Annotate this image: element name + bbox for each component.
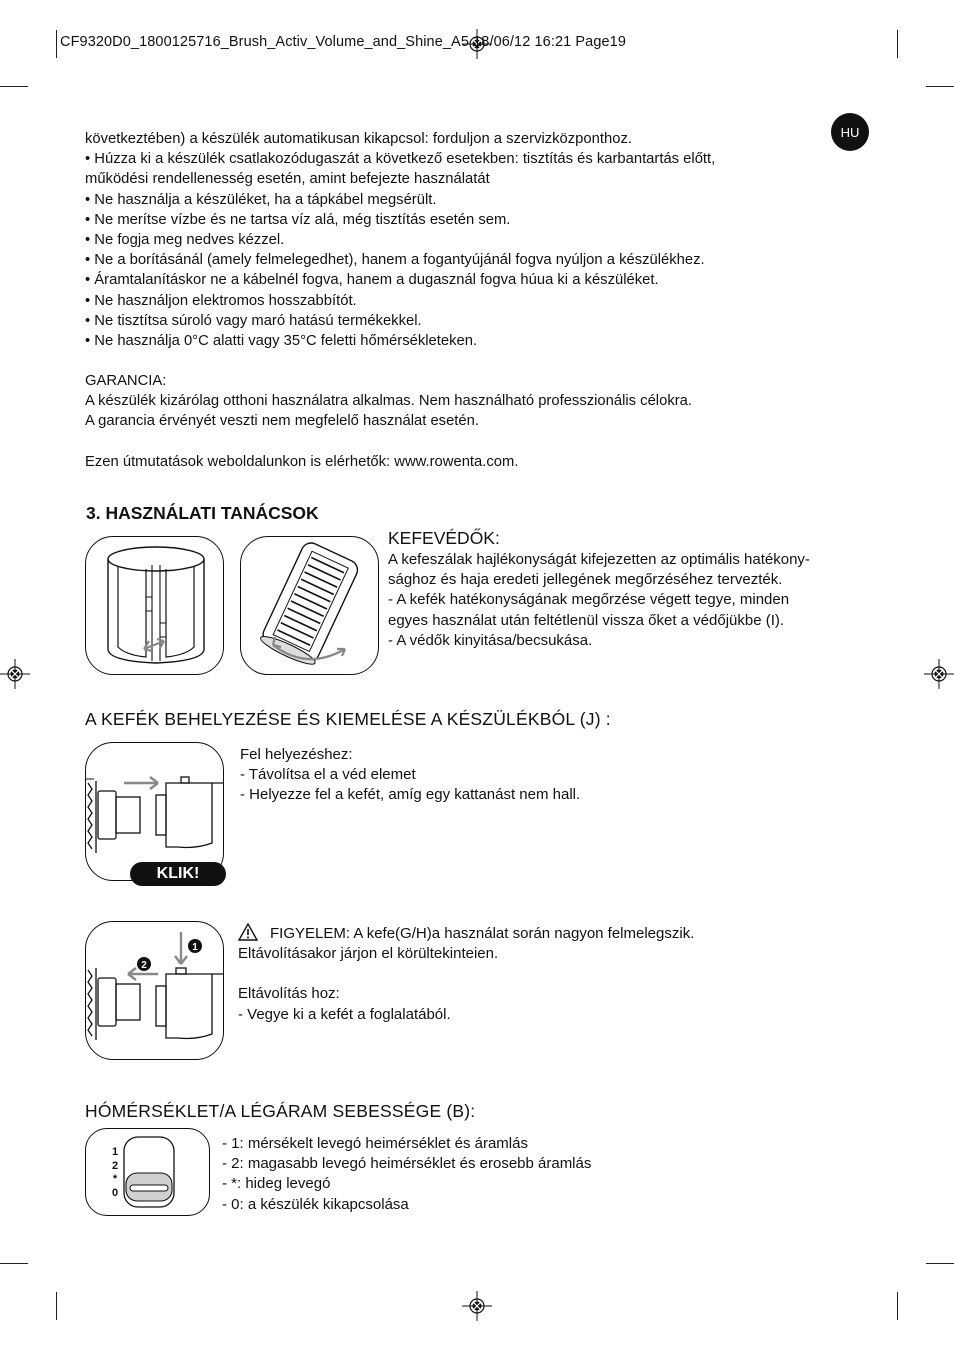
kefevedok-line: A kefeszálak hajlékonyságát kifejezetten az optimális hatékony-	[388, 551, 810, 568]
removal-line: Eltávolítás hoz:	[238, 985, 340, 1003]
step-two-label: 2	[141, 960, 147, 971]
kefevedok-line: - A kefék hatékonyságának megőrzése végett tegye, minden	[388, 591, 790, 609]
guarantee-title: GARANCIA:	[85, 373, 167, 389]
kefevedok-line: egyes használat után feltétlenül vissza őket a védőjükbe (I).	[388, 611, 785, 629]
language-badge: HU	[831, 113, 869, 151]
safety-line: működési rendellenesség esetén, amint befejezte használatát	[85, 171, 490, 188]
brush-removal-illustration	[85, 921, 224, 1060]
kefevedok-line: sághoz és haja eredeti jellegének megőrzéséhez tervezték.	[388, 571, 783, 589]
safety-line: • Ne tisztítsa súroló vagy maró hatású termékekkel.	[85, 312, 422, 329]
temp-line: - 1: mérsékelt levegó heimérséklet és áramlás	[222, 1135, 528, 1152]
warning-line: Eltávolításakor járjon el körültekinteien.	[238, 945, 499, 963]
klik-label: KLIK!	[130, 862, 226, 886]
insert-section-title: A KEFÉK BEHELYEZÉSE ÉS KIEMELÉSE A KÉSZÜLÉKBÓL (J) :	[85, 709, 611, 729]
install-line: - Távolítsa el a véd elemet	[240, 766, 416, 784]
install-line: - Helyezze fel a kefét, amíg egy kattanást nem hall.	[240, 786, 581, 804]
safety-line: • Húzza ki a készülék csatlakozódugaszát a következő esetekben: tisztítás és karbantartás előtt,	[85, 151, 716, 168]
switch-label: 2	[111, 1159, 119, 1172]
registration-mark-icon	[0, 659, 30, 689]
switch-label: 1	[111, 1146, 119, 1158]
registration-mark-icon	[462, 1291, 492, 1321]
switch-label: 0	[111, 1186, 119, 1199]
temp-line: - 2: magasabb levegó heimérséklet és erosebb áramlás	[222, 1155, 592, 1173]
kefevedok-line: - A védők kinyitása/becsukása.	[388, 631, 593, 649]
kefevedok-text	[388, 550, 868, 651]
crop-mark	[926, 86, 954, 87]
brush-install-illustration	[85, 742, 224, 881]
install-text	[240, 745, 580, 806]
temp-text	[222, 1134, 591, 1215]
temp-line: - 0: a készülék kikapcsolása	[222, 1195, 409, 1213]
safety-line: • Ne a borításánál (amely felmelegedhet), hanem a fogantyújánál fogva nyúljon a készülékhez.	[85, 252, 705, 269]
crop-mark	[56, 30, 57, 58]
install-line: Fel helyezéshez:	[240, 746, 353, 763]
safety-line: • Áramtalanításkor ne a kábelnél fogva, hanem a dugasznál fogva húua ki a készüléket.	[85, 272, 659, 289]
safety-line: • Ne használja a készüléket, ha a tápkábel megsérült.	[85, 191, 437, 208]
website-text: Ezen útmutatások weboldalunkon is elérhetők: www.rowenta.com.	[85, 454, 519, 470]
guarantee-line: A készülék kizárólag otthoni használatra alkalmas. Nem használható professzionális célokra.	[85, 393, 692, 410]
crop-mark	[897, 1292, 898, 1320]
guarantee-block	[85, 371, 825, 432]
crop-mark	[0, 1263, 28, 1264]
crop-mark	[0, 86, 28, 87]
safety-line: • Ne használjon elektromos hosszabbítót.	[85, 292, 357, 309]
crop-mark	[56, 1292, 57, 1320]
print-header: CF9320D0_1800125716_Brush_Activ_Volume_and_Shine_A5 18/06/12 16:21 Page19	[60, 34, 626, 50]
switch-label: *	[112, 1173, 118, 1185]
safety-line: • Ne merítse vízbe és ne tartsa víz alá, még tisztítás esetén sem.	[85, 211, 511, 228]
temp-section-title: HÓMÉRSÉKLET/A LÉGÁRAM SEBESSÉGE (B):	[85, 1101, 476, 1121]
safety-line: következtében) a készülék automatikusan kikapcsol: forduljon a szervizközponthoz.	[85, 131, 632, 147]
removal-line: - Vegye ki a kefét a foglalatából.	[238, 1005, 451, 1023]
safety-line: • Ne használja 0°C alatti vagy 35°C feletti hőmérsékleteken.	[85, 333, 478, 350]
safety-line: • Ne fogja meg nedves kézzel.	[85, 232, 285, 249]
website-line	[85, 452, 518, 472]
guarantee-line: A garancia érvényét veszti nem megfelelő használat esetén.	[85, 413, 479, 430]
kefevedok-title: KEFEVÉDŐK:	[388, 528, 500, 548]
section-title: 3. HASZNÁLATI TANÁCSOK	[86, 503, 319, 523]
step-one-label: 1	[192, 942, 198, 953]
brush-in-guard-illustration	[240, 536, 379, 675]
registration-mark-icon	[924, 659, 954, 689]
warning-line: FIGYELEM: A kefe(G/H)a használat során nagyon felmelegszik.	[270, 925, 695, 942]
temp-line: - *: hideg levegó	[222, 1175, 331, 1193]
warning-text	[238, 924, 694, 1025]
brush-guard-illustration	[85, 536, 224, 675]
crop-mark	[926, 1263, 954, 1264]
switch-illustration	[85, 1128, 210, 1216]
crop-mark	[897, 30, 898, 58]
safety-list	[85, 129, 825, 351]
